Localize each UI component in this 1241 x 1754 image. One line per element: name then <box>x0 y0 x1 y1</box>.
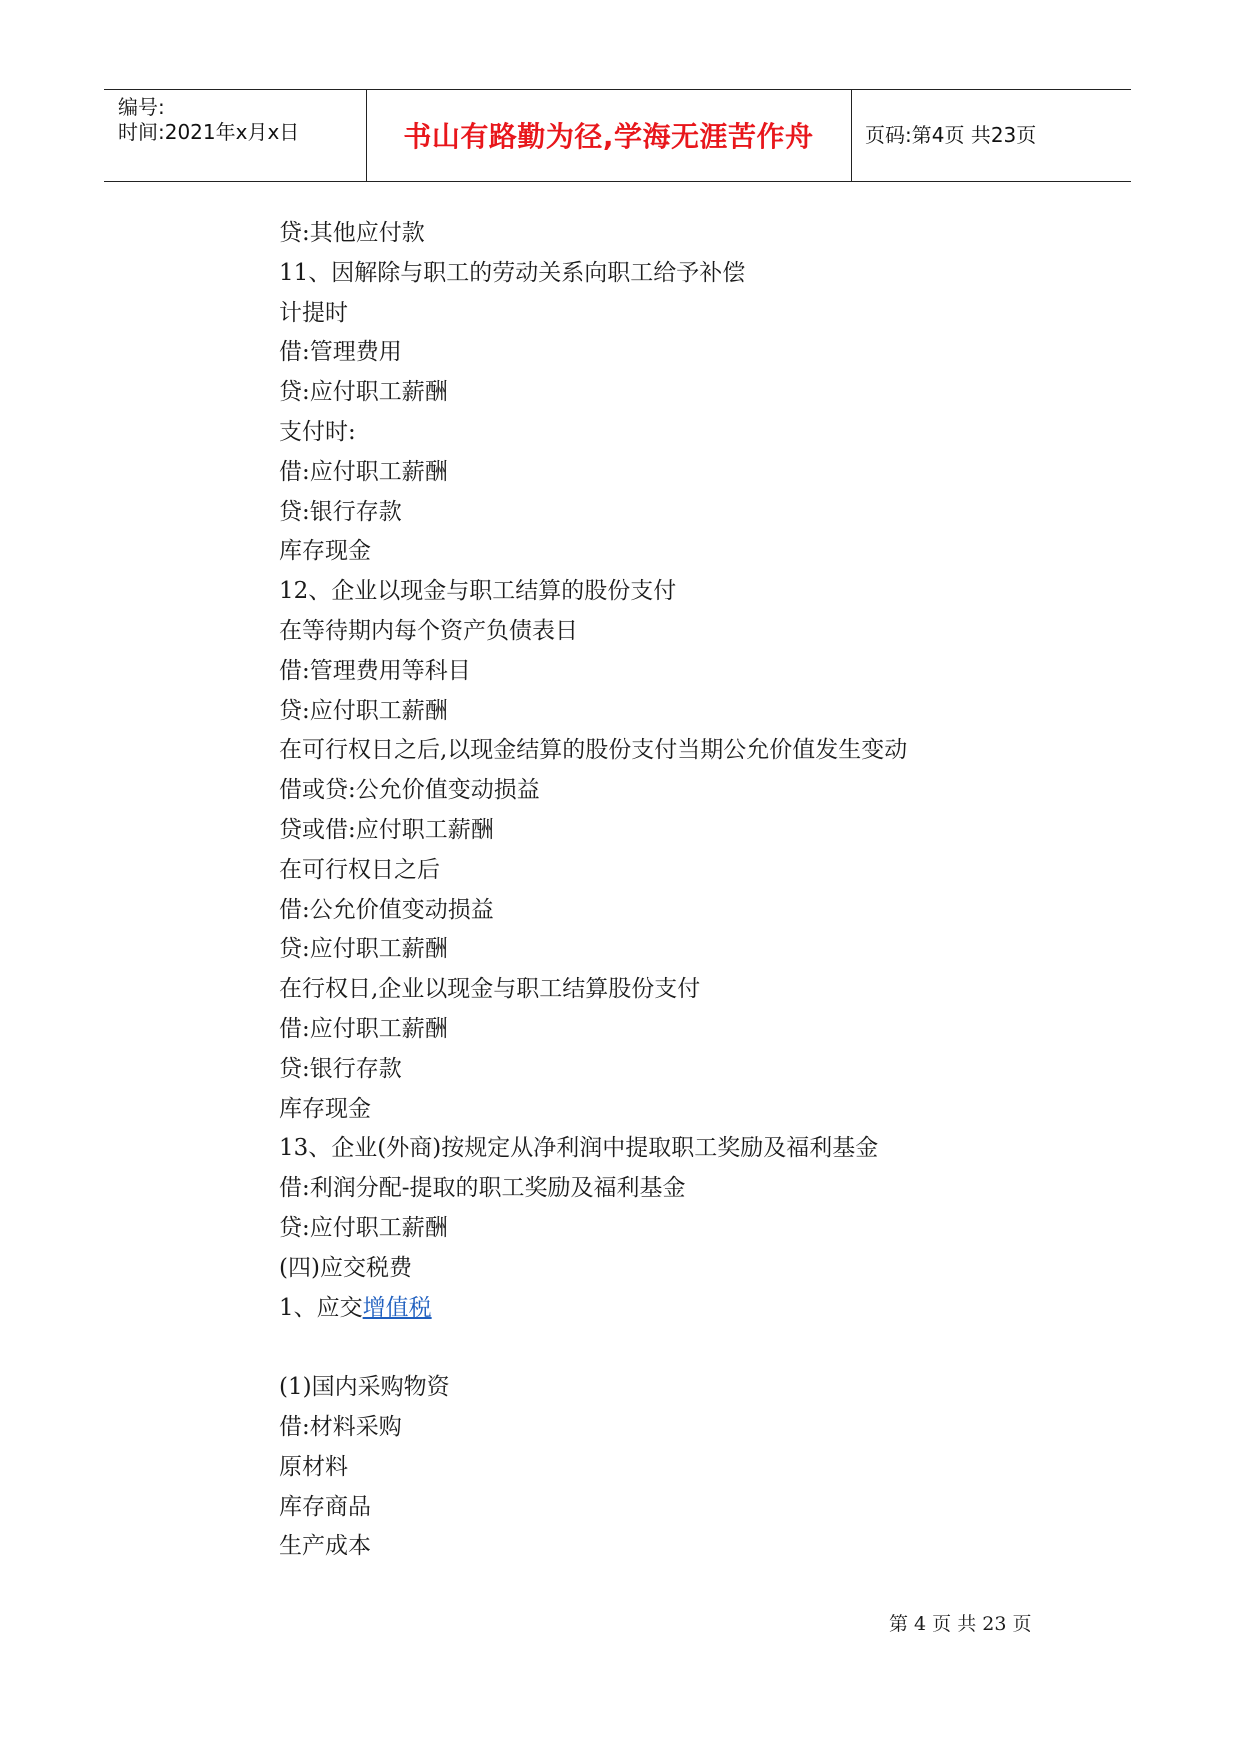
document-time-label: 时间:2021年x月x日 <box>118 120 300 144</box>
text-line: 贷:应付职工薪酬 <box>279 697 448 724</box>
text-line: 在等待期内每个资产负债表日 <box>279 617 578 644</box>
text-line: 在可行权日之后 <box>279 856 440 883</box>
motto-text: 书山有路勤为径,学海无涯苦作舟 <box>403 120 814 153</box>
text-line: 借:利润分配-提取的职工奖励及福利基金 <box>279 1175 686 1202</box>
text-line: 贷:银行存款 <box>279 498 402 525</box>
page-header <box>104 89 1131 182</box>
text-line: 库存商品 <box>279 1493 371 1520</box>
text-line: 借:应付职工薪酬 <box>279 1015 448 1042</box>
text-line: 支付时: <box>279 418 356 445</box>
text-line: 生产成本 <box>279 1533 371 1560</box>
text-line: 计提时 <box>279 299 348 326</box>
text-line: 贷:应付职工薪酬 <box>279 379 448 406</box>
text-line: 原材料 <box>279 1453 348 1480</box>
text-line: 库存现金 <box>279 1095 371 1122</box>
blank-line <box>279 1328 1099 1368</box>
section-heading: (1)国内采购物资 <box>279 1374 450 1401</box>
vat-link[interactable]: 增值税 <box>362 1294 432 1321</box>
text-line: 在行权日,企业以现金与职工结算股份支付 <box>279 976 701 1003</box>
section-heading: (四)应交税费 <box>279 1254 412 1281</box>
text-line: 借或贷:公允价值变动损益 <box>279 777 540 804</box>
text-line: 借:材料采购 <box>279 1413 402 1440</box>
document-body <box>279 214 1099 1567</box>
text-line: 贷:银行存款 <box>279 1055 402 1082</box>
text-line: 库存现金 <box>279 538 371 565</box>
text-line: 贷:应付职工薪酬 <box>279 936 448 963</box>
text-line: 贷:应付职工薪酬 <box>279 1214 448 1241</box>
header-motto-cell <box>366 90 852 181</box>
section-heading: 12、企业以现金与职工结算的股份支付 <box>279 578 677 605</box>
header-page-number: 页码:第4页 共23页 <box>865 123 1037 147</box>
text-line: 借:应付职工薪酬 <box>279 458 448 485</box>
text-line: 借:公允价值变动损益 <box>279 896 494 923</box>
header-meta <box>104 90 367 181</box>
header-page-cell <box>852 90 1131 181</box>
page-footer: 第 4 页 共 23 页 <box>889 1613 1032 1635</box>
text-line: 贷:其他应付款 <box>279 220 425 246</box>
text-line: 在可行权日之后,以现金结算的股份支付当期公允价值发生变动 <box>279 737 908 764</box>
text-line: 贷或借:应付职工薪酬 <box>279 816 494 843</box>
text-line: 借:管理费用等科目 <box>279 657 471 684</box>
section-heading: 11、因解除与职工的劳动关系向职工给予补偿 <box>279 259 746 286</box>
vat-heading <box>279 1289 1099 1329</box>
text-line: 借:管理费用 <box>279 339 402 366</box>
document-number-label: 编号: <box>118 95 165 119</box>
section-heading: 13、企业(外商)按规定从净利润中提取职工奖励及福利基金 <box>279 1135 879 1162</box>
vat-heading-prefix: 1、应交 <box>279 1294 363 1321</box>
